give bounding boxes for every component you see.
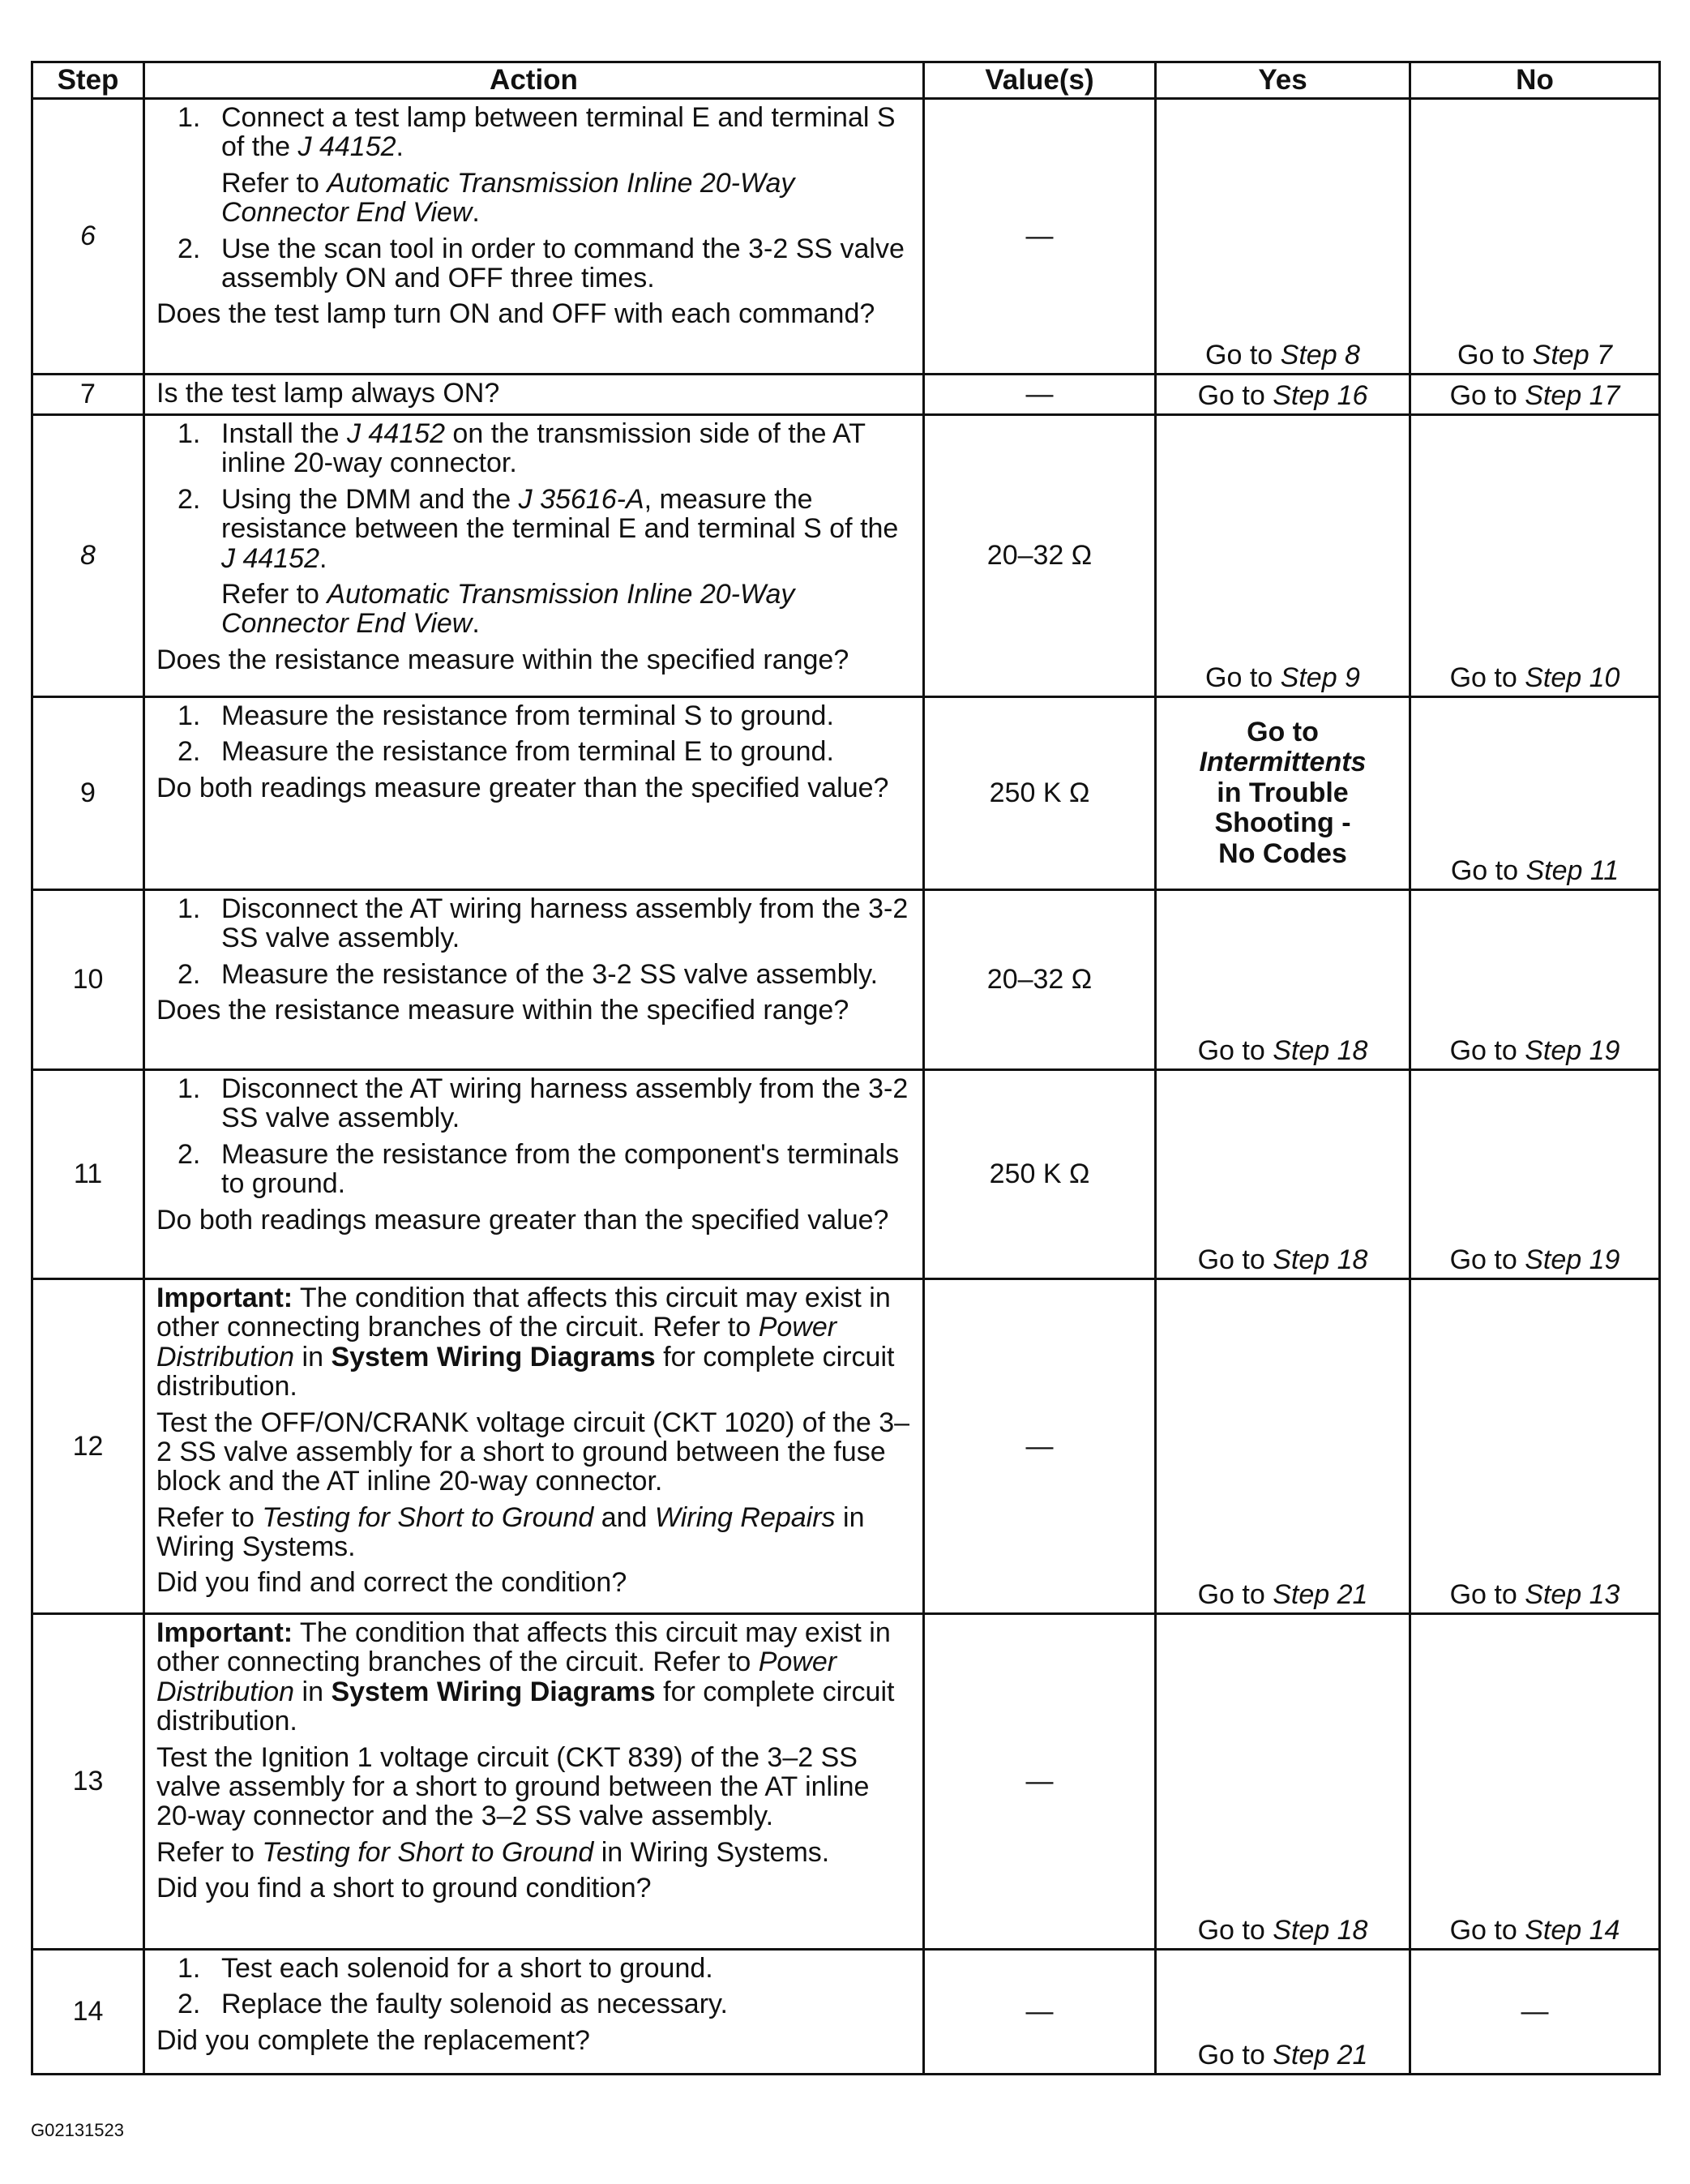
header-row	[32, 62, 1660, 99]
yes-cell: Go to Step 18	[1156, 890, 1410, 1070]
no-cell: Go to Step 19	[1410, 890, 1660, 1070]
no-cell: Go to Step 17	[1410, 375, 1660, 415]
value-cell: —	[924, 1279, 1156, 1614]
action-question: Does the test lamp turn ON and OFF with each command?	[156, 298, 875, 330]
step-number: 14	[32, 1950, 144, 2075]
value-cell: —	[924, 375, 1156, 415]
header-yes: Yes	[1156, 62, 1410, 99]
header-step: Step	[32, 62, 144, 99]
action-item: 2. Using the DMM and the J 35616-A, measure the resistance between the terminal E and terminal S of the J 44152. Refer to Automatic Transmission Inline 20-Way Connector End View.	[178, 483, 899, 640]
no-cell: Go to Step 13	[1410, 1279, 1660, 1614]
reference-note: Refer to Testing for Short to Ground in Wiring Systems.	[156, 1836, 830, 1868]
action-item: 2. Replace the faulty solenoid as necessary.	[178, 1989, 728, 2020]
step-number: 13	[32, 1614, 144, 1950]
step-number: 9	[32, 697, 144, 890]
value-cell: 250 K Ω	[924, 697, 1156, 890]
action-cell	[144, 1070, 924, 1279]
action-cell	[144, 1950, 924, 2075]
action-cell	[144, 99, 924, 375]
action-item: 2. Measure the resistance from the component's terminals to ground.	[178, 1138, 900, 1200]
yes-cell: Go to Step 21	[1156, 1950, 1410, 2075]
action-cell	[144, 415, 924, 697]
value-cell: 20–32 Ω	[924, 890, 1156, 1070]
action-item: 2. Measure the resistance of the 3-2 SS valve assembly.	[178, 958, 879, 990]
action-cell	[144, 1279, 924, 1614]
yes-cell: Go to Step 18	[1156, 1614, 1410, 1950]
step-number: 8	[32, 415, 144, 697]
table-row-step-6	[32, 99, 1660, 375]
no-cell: Go to Step 10	[1410, 415, 1660, 697]
table-row-step-12	[32, 1279, 1660, 1614]
action-item: 1. Install the J 44152 on the transmission side of the AT inline 20-way connector.	[178, 418, 866, 479]
no-cell: Go to Step 7	[1410, 99, 1660, 375]
step-number: 10	[32, 890, 144, 1070]
action-item: 1. Disconnect the AT wiring harness assembly from the 3-2 SS valve assembly.	[178, 893, 909, 954]
yes-cell: Go to Step 21	[1156, 1279, 1410, 1614]
yes-cell: Go to Step 16	[1156, 375, 1410, 415]
yes-cell: Go to Step 18	[1156, 1070, 1410, 1279]
action-item: 2. Measure the resistance from terminal E to ground.	[178, 736, 834, 768]
step-number: 6	[32, 99, 144, 375]
diagnostic-table	[31, 61, 1661, 2075]
table-row-step-7	[32, 375, 1660, 415]
action-cell	[144, 375, 924, 415]
yes-cell	[1156, 697, 1410, 890]
action-item: 1. Disconnect the AT wiring harness assembly from the 3-2 SS valve assembly.	[178, 1073, 909, 1134]
important-note: Important: The condition that affects this circuit may exist in other connecting branches of the circuit. Refer to Power Distribution in System Wiring Diagrams for complete circuit distribution.	[156, 1283, 895, 1402]
table-row-step-14	[32, 1950, 1660, 2075]
value-cell: —	[924, 1614, 1156, 1950]
header-no: No	[1410, 62, 1660, 99]
table-row-step-9	[32, 697, 1660, 890]
action-question: Is the test lamp always ON?	[156, 378, 500, 409]
action-item: 1. Test each solenoid for a short to ground.	[178, 1953, 713, 1984]
step-number: 12	[32, 1279, 144, 1614]
action-question: Did you complete the replacement?	[156, 2024, 590, 2056]
action-item: 2. Use the scan tool in order to command the 3-2 SS valve assembly ON and OFF three times.	[178, 233, 905, 293]
test-instruction: Test the OFF/ON/CRANK voltage circuit (CKT 1020) of the 3–2 SS valve assembly for a short to ground between the fuse block and the AT inline 20-way connector.	[156, 1407, 910, 1497]
table-row-step-11	[32, 1070, 1660, 1279]
step-number: 11	[32, 1070, 144, 1279]
no-cell: —	[1410, 1950, 1660, 2075]
action-item: 1. Connect a test lamp between terminal E and terminal S of the J 44152. Refer to Automatic Transmission Inline 20-Way Connector End View.	[178, 102, 896, 229]
value-cell: 20–32 Ω	[924, 415, 1156, 697]
value-cell: 250 K Ω	[924, 1070, 1156, 1279]
action-cell	[144, 890, 924, 1070]
no-cell: Go to Step 19	[1410, 1070, 1660, 1279]
table-row-step-8	[32, 415, 1660, 697]
important-note: Important: The condition that affects this circuit may exist in other connecting branches of the circuit. Refer to Power Distribution in System Wiring Diagrams for complete circuit distribution.	[156, 1617, 895, 1737]
action-question: Did you find a short to ground condition?	[156, 1873, 652, 1904]
no-cell: Go to Step 14	[1410, 1614, 1660, 1950]
value-cell: —	[924, 99, 1156, 375]
action-cell	[144, 1614, 924, 1950]
table-row-step-10	[32, 890, 1660, 1070]
yes-cell: Go to Step 8	[1156, 99, 1410, 375]
action-question: Does the resistance measure within the specified range?	[156, 644, 849, 675]
action-question: Did you find and correct the condition?	[156, 1567, 627, 1599]
header-values: Value(s)	[924, 62, 1156, 99]
action-question: Do both readings measure greater than the specified value?	[156, 1204, 889, 1235]
action-cell	[144, 697, 924, 890]
reference-note: Refer to Testing for Short to Ground and Wiring Repairs in Wiring Systems.	[156, 1501, 865, 1562]
figure-id: G02131523	[31, 2120, 124, 2140]
intermittents-reference: Go to Intermittents in Trouble Shooting - No Codes	[1199, 717, 1367, 869]
action-question: Does the resistance measure within the specified range?	[156, 995, 849, 1026]
header-action: Action	[144, 62, 924, 99]
yes-cell: Go to Step 9	[1156, 415, 1410, 697]
table-row-step-13	[32, 1614, 1660, 1950]
action-question: Do both readings measure greater than the specified value?	[156, 772, 889, 803]
step-number: 7	[32, 375, 144, 415]
no-cell: Go to Step 11	[1410, 697, 1660, 890]
test-instruction: Test the Ignition 1 voltage circuit (CKT 839) of the 3–2 SS valve assembly for a short to ground between the AT inline 20-way connector and the 3–2 SS valve assembly.	[156, 1741, 870, 1832]
value-cell: —	[924, 1950, 1156, 2075]
action-item: 1. Measure the resistance from terminal S to ground.	[178, 700, 834, 731]
